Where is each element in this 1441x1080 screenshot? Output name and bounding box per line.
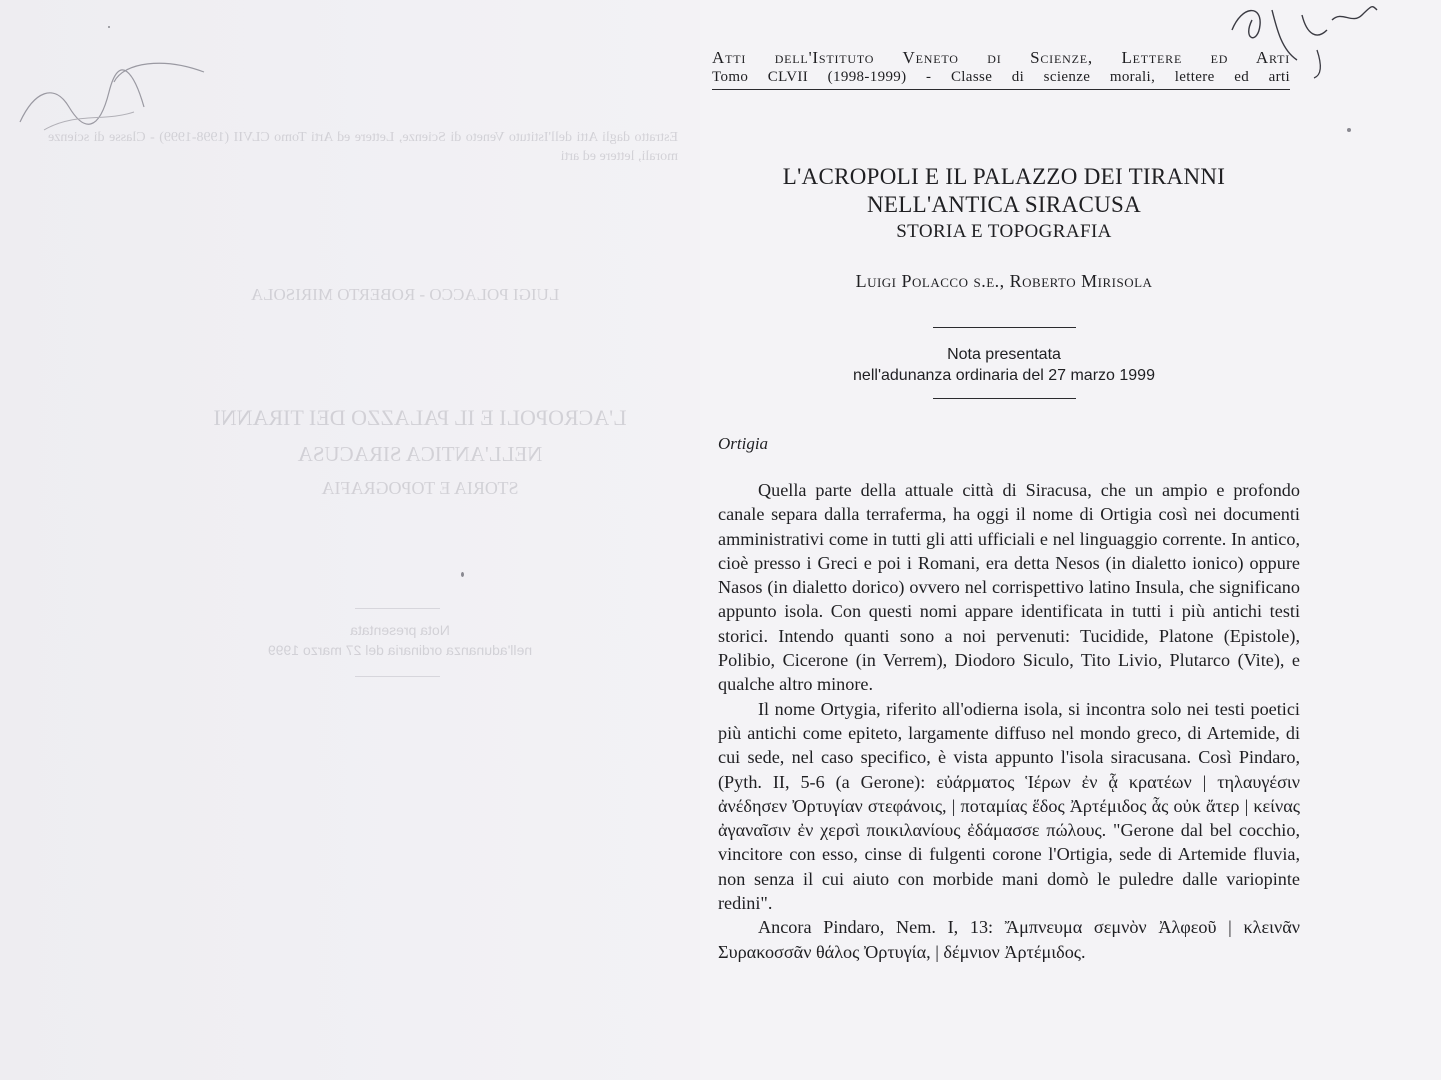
left-page-scan — [0, 0, 700, 1080]
paragraph-1: Quella parte della attuale città di Siracusa, che un ampio e profondo canale separa dalla terraferma, ha oggi il nome di Ortigia così nei documenti amministrativi come in tutti gli atti ufficiali e nel linguaggio corrente. In antico, cioè presso i Greci e poi i Romani, era detta Nesos (in dialetto ionico) oppure Nasos (in dialetto dorico) ovvero nel corrispettivo latino Insula, che significano appunto isola. Con questi nomi appare identificata in tutti i più antichi testi storici. Intendo quanti sono a noi pervenuti: Tucidide, Platone (Epistole), Polibio, Cicerone (in Verrem), Diodoro Siculo, Tito Livio, Plutarco (Vite), e qualche altro minore. — [718, 480, 1300, 695]
bleed-through-note-2: nell'adunanza ordinaria del 27 marzo 1999 — [267, 642, 533, 658]
bleed-through-rule-bottom — [355, 676, 440, 677]
section-heading: Ortigia — [718, 434, 769, 453]
journal-title: Atti dell'Istituto Veneto di Scienze, Lettere ed Arti — [712, 48, 1290, 67]
rule-bottom — [933, 398, 1076, 399]
bleed-through-title-2: NELL'ANTICA SIRACUSA — [297, 442, 543, 466]
handwritten-mark-left — [14, 52, 214, 142]
presentation-note — [700, 344, 1308, 386]
article-title-line-2: NELL'ANTICA SIRACUSA — [866, 192, 1141, 217]
note-line-1: Nota presentata — [947, 346, 1061, 363]
bleed-through-authors: LUIGI POLACCO - ROBERTO MIRISOLA — [250, 285, 560, 304]
speck — [461, 572, 464, 577]
journal-volume: Tomo CLVII (1998-1999) - Classe di scienze morali, lettere ed arti — [712, 68, 1290, 90]
bleed-through-title-1: L'ACROPOLI E IL PALAZZO DEI TIRANNI — [213, 405, 627, 430]
bleed-through-note-1: Nota presentata — [350, 622, 450, 638]
paragraph-2: Il nome Ortygia, riferito all'odierna isola, si incontra solo nei testi poetici più antichi come epiteto, largamente diffuso nel mondo greco, di Artemide, di cui sede, nel caso specifico, è vista appunto l'isola siracusana. Così Pindaro, (Pyth. II, 5-6 (a Gerone): εὐάρματος Ἱέρων ἐν ᾇ κρατέων | τηλαυγέσιν ἀνέδησεν Ὀρτυγίαν στεφάνοις, | ποταμίας ἕδος Ἀρτέμιδος ἇς οὐκ ἄτερ | κείνας ἀγαναῖσιν ἐν χερσὶ ποικιλανίους ἐδάμασσε πώλους. "Gerone dal bel cocchio, vincitore con esso, cinse di fulgenti corone l'Ortigia, sede di Artemide fluvia, non senza il cui aiuto con morbide mani domò le puledre dalle variopinte redini". — [718, 698, 1300, 914]
article-subtitle: STORIA E TOPOGRAFIA — [896, 221, 1112, 242]
body-text — [718, 478, 1300, 964]
article-authors: Luigi Polacco s.e., Roberto Mirisola — [855, 271, 1153, 291]
article-title-line-1: L'ACROPOLI E IL PALAZZO DEI TIRANNI — [782, 164, 1226, 189]
bleed-through-rule-top — [355, 608, 440, 609]
journal-header — [712, 47, 1290, 90]
paragraph-3: Ancora Pindaro, Nem. I, 13: Ἄμπνευμα σεμνὸν Ἀλφεοῦ | κλεινᾶν Συρακοσσᾶν θάλος Ὀρτυγία, | δέμνιον Ἀρτέμιδος. — [718, 917, 1300, 962]
article-title-block — [700, 163, 1308, 245]
speck — [108, 26, 110, 28]
speck — [1347, 128, 1351, 132]
bleed-through-journal: Estratto dagli Atti dell'Istituto Veneto di Scienze, Lettere ed Arti Tomo CLVII (1998-1999) - Classe di scienze morali, lettere ed arti — [48, 130, 678, 164]
rule-top — [933, 327, 1076, 328]
bleed-through-subtitle: STORIA E TOPOGRAFIA — [321, 478, 519, 498]
note-line-2: nell'adunanza ordinaria del 27 marzo 1999 — [853, 367, 1155, 384]
